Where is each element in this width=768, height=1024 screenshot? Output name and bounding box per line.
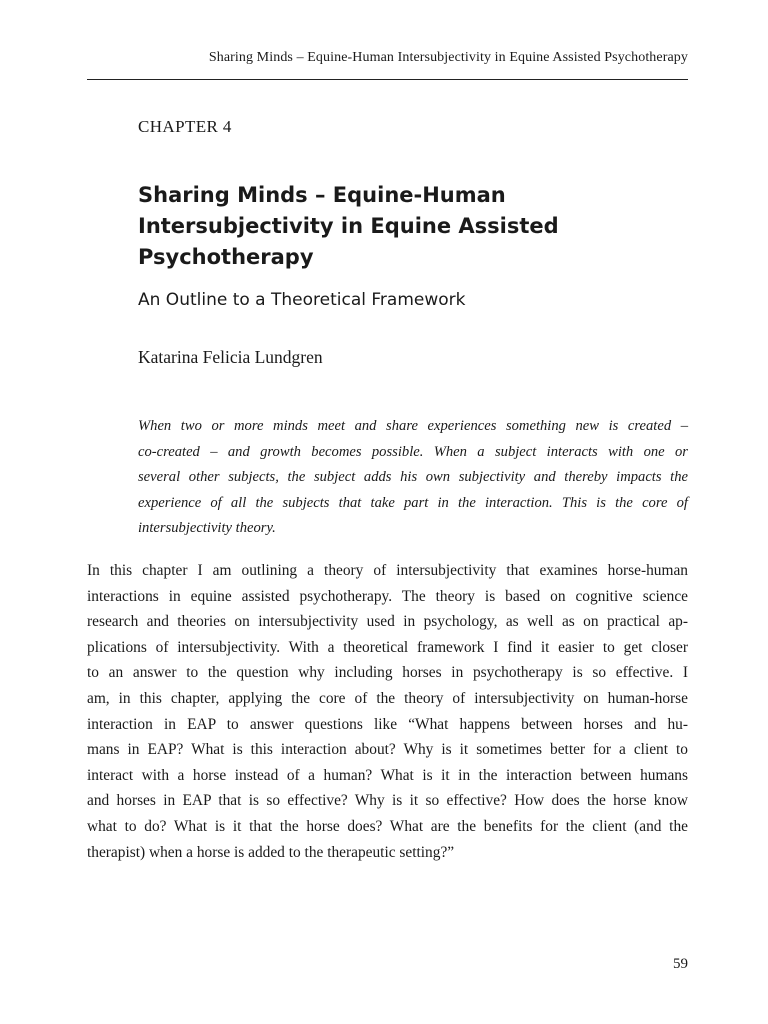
body-line: therapist) when a horse is added to the therapeutic setting?” <box>87 843 455 861</box>
author-name: Katarina Felicia Lundgren <box>138 347 323 367</box>
page-number: 59 <box>673 956 688 972</box>
body-line: In this chapter I am outlining a theory of intersubjectivity that examines horse-human <box>87 562 688 579</box>
body-paragraph <box>87 558 688 865</box>
epigraph-line: When two or more minds meet and share experiences something new is created – <box>138 418 688 434</box>
body-line: mans in EAP? What is this interaction about? Why is it sometimes better for a client to <box>87 741 688 759</box>
body-line: what to do? What is it that the horse does? What are the benefits for the client (and the <box>87 817 688 835</box>
chapter-title <box>138 180 658 273</box>
body-line: interact with a horse instead of a human? What is it in the interaction between humans <box>87 766 688 784</box>
body-line: interactions in equine assisted psychotherapy. The theory is based on cognitive science <box>87 587 688 605</box>
body-line: plications of intersubjectivity. With a theoretical framework I find it easier to get closer <box>87 638 688 656</box>
body-line: and horses in EAP that is so effective? Why is it so effective? How does the horse know <box>87 792 688 810</box>
running-header: Sharing Minds – Equine-Human Intersubjectivity in Equine Assisted Psychotherapy <box>208 50 688 65</box>
chapter-title-line: Intersubjectivity in Equine Assisted <box>138 214 559 238</box>
epigraph-line: several other subjects, the subject adds his own subjectivity and thereby impacts the <box>138 469 688 485</box>
body-line: research and theories on intersubjectivity used in psychology, as well as on practical ap- <box>87 613 688 631</box>
chapter-label: CHAPTER 4 <box>138 117 232 136</box>
chapter-title-line: Sharing Minds – Equine-Human <box>138 183 506 207</box>
epigraph-line: co-created – and growth becomes possible. When a subject interacts with one or <box>138 443 688 460</box>
body-line: interaction in EAP to answer questions like “What happens between horses and hu- <box>87 715 688 733</box>
chapter-title-line: Psychotherapy <box>138 245 314 269</box>
epigraph-line: intersubjectivity theory. <box>138 520 276 536</box>
header-rule <box>87 79 688 80</box>
epigraph-line: experience of all the subjects that take part in the interaction. This is the core of <box>138 494 688 511</box>
body-line: am, in this chapter, applying the core of the theory of intersubjectivity on human-horse <box>87 689 688 707</box>
body-line: to an answer to the question why including horses in psychotherapy is so effective. I <box>87 664 688 682</box>
epigraph <box>138 414 688 542</box>
chapter-subtitle: An Outline to a Theoretical Framework <box>138 290 466 310</box>
